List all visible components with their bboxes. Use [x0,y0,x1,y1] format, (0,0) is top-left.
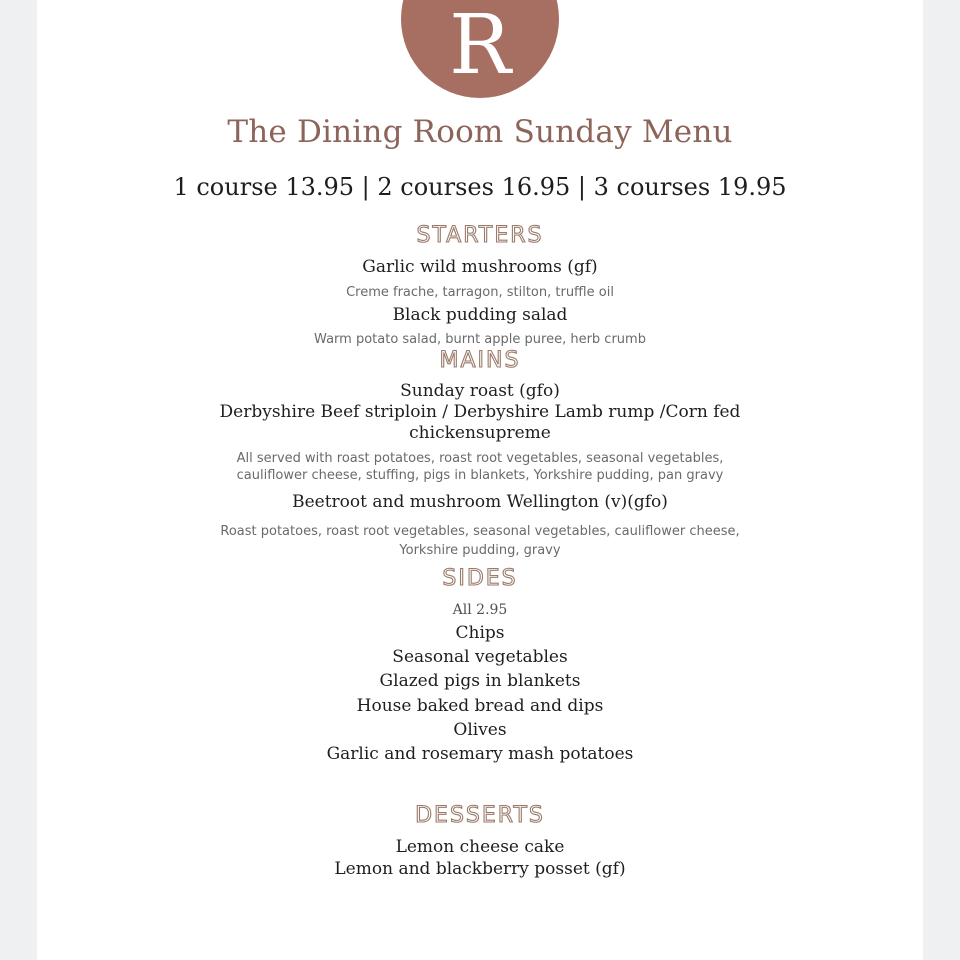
svg-text:R: R [449,0,511,93]
menu-item-description: Creme frache, tarragon, stilton, truffle oil [346,285,614,300]
section-heading-desserts: DESSERTS [415,803,545,828]
dessert-item: Lemon and blackberry posset (gf) [334,859,626,879]
course-prices: 1 course 13.95 | 2 courses 16.95 | 3 courses 19.95 [173,173,787,201]
side-item: House baked bread and dips [356,696,604,716]
dessert-item: Lemon cheese cake [395,837,565,857]
menu-item-description: Roast potatoes, roast root vegetables, seasonal vegetables, cauliflower cheese, [220,524,740,539]
menu-item-description: cauliflower cheese, stuffing, pigs in blankets, Yorkshire pudding, pan gravy [236,468,724,483]
menu-item-description: Warm potato salad, burnt apple puree, herb crumb [314,332,646,347]
section-heading-sides: SIDES [442,566,518,591]
logo-monogram-icon [401,0,559,98]
side-item: Glazed pigs in blankets [379,671,581,691]
side-item: Olives [453,720,507,740]
section-heading-starters: STARTERS [416,223,544,248]
menu-item-name: Black pudding salad [392,305,568,325]
menu-item-name: Garlic wild mushrooms (gf) [362,257,598,277]
menu-item-description: All served with roast potatoes, roast root vegetables, seasonal vegetables, [236,451,724,466]
menu-item-name-continued: chickensupreme [409,423,551,443]
side-item: Seasonal vegetables [392,647,568,667]
side-item: Garlic and rosemary mash potatoes [326,744,634,764]
menu-title: The Dining Room Sunday Menu [227,114,733,150]
menu-item-description: Yorkshire pudding, gravy [399,543,561,558]
logo-badge [401,0,559,98]
section-heading-mains: MAINS [439,348,521,373]
menu-item-name-continued: Derbyshire Beef striploin / Derbyshire Lamb rump /Corn fed [219,402,741,422]
menu-item-name: Sunday roast (gfo) [400,381,560,401]
sides-price-note: All 2.95 [452,602,508,618]
side-item: Chips [455,623,505,643]
menu-item-name: Beetroot and mushroom Wellington (v)(gfo) [292,492,668,512]
